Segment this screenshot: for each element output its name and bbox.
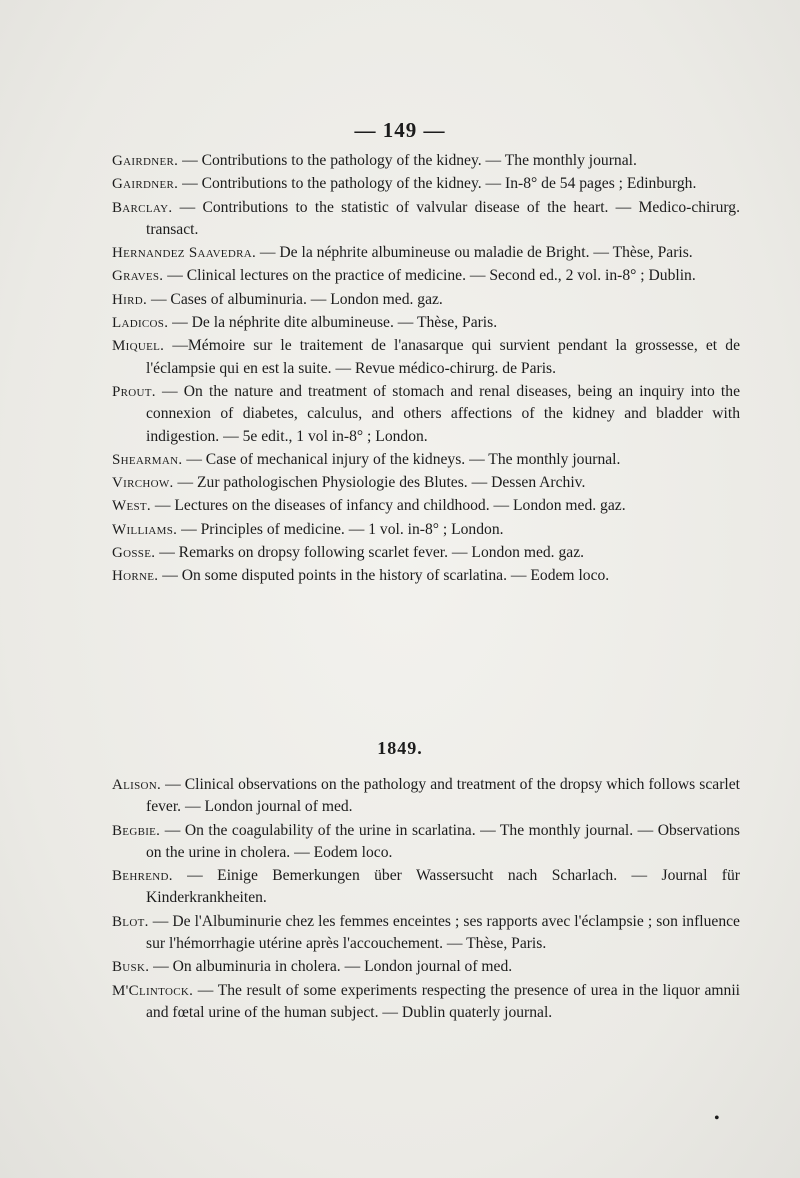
- reference-text: — On the nature and treatment of stomach and renal diseases, being an inquiry into the connexion of diabetes, calculus, and others affections of the kidney and bladder with indigestion. — 5e edit., 1 vol in-8° ; London.: [146, 382, 740, 445]
- reference-entry: [112, 774, 740, 819]
- reference-author: Ladicos.: [112, 315, 169, 332]
- reference-entry: [112, 472, 740, 494]
- reference-author: Hird.: [112, 291, 148, 308]
- reference-entry: [112, 381, 740, 448]
- reference-text: — Cases of albuminuria. — London med. gaz.: [150, 290, 443, 308]
- reference-text: — De la néphrite dite albumineuse. — Thèse, Paris.: [172, 314, 498, 332]
- reference-text: — Zur pathologischen Physiologie des Blutes. — Dessen Archiv.: [177, 474, 586, 492]
- reference-author: M'Clintock.: [112, 982, 194, 999]
- reference-entry: [112, 565, 740, 587]
- reference-text: — Contributions to the pathology of the kidney. — The monthly journal.: [182, 152, 637, 169]
- reference-author: Hernandez Saavedra.: [112, 245, 257, 262]
- reference-list-1848: [112, 150, 740, 589]
- reference-text: — Case of mechanical injury of the kidneys. — The monthly journal.: [186, 450, 621, 468]
- reference-entry: [112, 265, 740, 287]
- reference-author: Graves.: [112, 268, 164, 285]
- reference-text: — De la néphrite albumineuse ou maladie de Bright. — Thèse, Paris.: [259, 244, 693, 262]
- reference-author: Behrend.: [112, 868, 173, 885]
- reference-author: Alison.: [112, 777, 162, 793]
- reference-text: — Lectures on the diseases of infancy and childhood. — London med. gaz.: [154, 497, 626, 515]
- reference-entry: [112, 820, 740, 865]
- reference-text: — On albuminuria in cholera. — London journal of med.: [153, 958, 513, 976]
- reference-entry: [112, 335, 740, 380]
- reference-entry: [112, 449, 740, 471]
- reference-author: Gosse.: [112, 545, 156, 562]
- reference-author: Gairdner.: [112, 153, 179, 169]
- reference-author: Blot.: [112, 913, 149, 930]
- reference-author: Gairdner.: [112, 176, 179, 193]
- reference-entry: [112, 956, 740, 978]
- reference-text: —Mémoire sur le traitement de l'anasarque qui survient pendant la grossesse, et de l'éclampsie qui en est la suite. — Revue médico-chirurg. de Paris.: [146, 337, 740, 377]
- reference-entry: [112, 495, 740, 517]
- reference-author: Miquel.: [112, 338, 165, 355]
- reference-entry: [112, 242, 740, 264]
- page-number: — 149 —: [354, 118, 446, 142]
- reference-entry: [112, 865, 740, 910]
- reference-author: Shearman.: [112, 451, 183, 468]
- reference-author: Virchow.: [112, 475, 174, 492]
- reference-entry: [112, 519, 740, 541]
- printer-mark: •: [714, 1110, 720, 1127]
- reference-text: — Clinical lectures on the practice of medicine. — Second ed., 2 vol. in-8° ; Dublin.: [167, 267, 696, 285]
- reference-list-1849: [112, 774, 740, 1025]
- reference-entry: [112, 911, 740, 956]
- reference-author: Williams.: [112, 521, 178, 538]
- reference-text: — Clinical observations on the pathology and treatment of the dropsy which follows scarlet fever. — London journal of med.: [146, 776, 740, 816]
- reference-text: — The result of some experiments respecting the presence of urea in the liquor amnii and fœtal urine of the human subject. — Dublin quaterly journal.: [146, 981, 740, 1021]
- reference-entry: [112, 312, 740, 334]
- reference-author: Barclay.: [112, 199, 173, 216]
- reference-author: Prout.: [112, 383, 156, 400]
- reference-text: — Contributions to the statistic of valvular disease of the heart. — Medico-chirurg. transact.: [146, 198, 740, 238]
- reference-author: Horne.: [112, 568, 159, 585]
- reference-entry: [112, 150, 740, 172]
- reference-author: Busk.: [112, 959, 150, 976]
- reference-entry: [112, 197, 740, 242]
- reference-author: West.: [112, 498, 151, 515]
- reference-text: — On some disputed points in the history of scarlatina. — Eodem loco.: [162, 567, 610, 585]
- reference-entry: [112, 173, 740, 195]
- reference-text: — De l'Albuminurie chez les femmes enceintes ; ses rapports avec l'éclampsie ; son influence sur l'hémorrhagie utérine après l'accouchement. — Thèse, Paris.: [146, 912, 740, 953]
- reference-text: — Principles of medicine. — 1 vol. in-8° ; London.: [181, 520, 504, 538]
- reference-text: — On the coagulability of the urine in scarlatina. — The monthly journal. — Observations on the urine in cholera. — Eodem loco.: [146, 821, 740, 861]
- reference-text: — Remarks on dropsy following scarlet fever. — London med. gaz.: [159, 544, 585, 562]
- reference-entry: [112, 289, 740, 311]
- year-heading: 1849.: [377, 738, 423, 758]
- reference-entry: [112, 980, 740, 1025]
- reference-entry: [112, 542, 740, 564]
- reference-text: — Einige Bemerkungen über Wassersucht nach Scharlach. — Journal für Kinderkrankheiten.: [146, 867, 740, 907]
- reference-text: — Contributions to the pathology of the kidney. — In-8° de 54 pages ; Edinburgh.: [182, 175, 697, 193]
- reference-author: Begbie.: [112, 822, 161, 839]
